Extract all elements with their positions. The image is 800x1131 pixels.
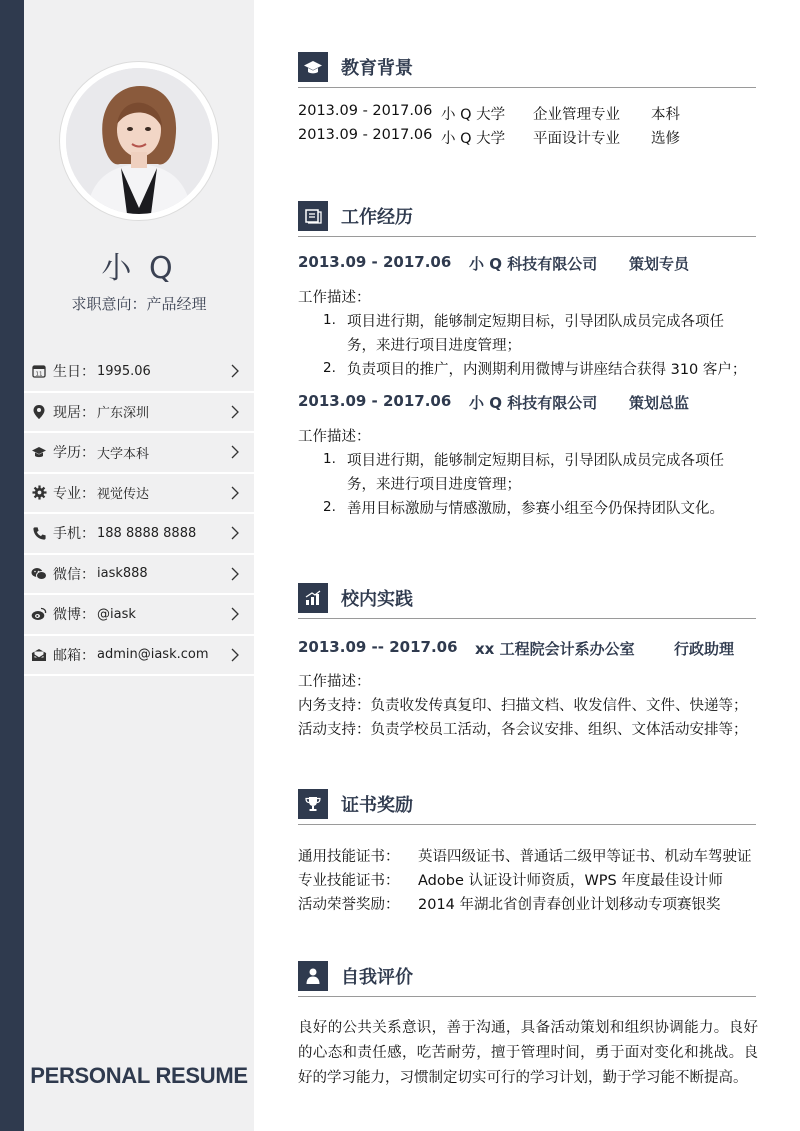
award-value: 英语四级证书、普通话二级甲等证书、机动车驾驶证 xyxy=(418,849,752,865)
info-label: 现居： xyxy=(53,404,95,421)
info-item-wechat[interactable] xyxy=(24,555,254,596)
chevron-right-icon xyxy=(226,403,244,421)
list-item-text: 务，来进行项目进度管理； xyxy=(347,477,521,493)
phone-icon xyxy=(30,524,48,542)
award-label: 专业技能证书： xyxy=(298,873,400,889)
campus-period: 2013.09 -- 2017.06 xyxy=(298,638,458,656)
chevron-right-icon xyxy=(226,443,244,461)
info-item-location[interactable] xyxy=(24,393,254,434)
section-header-self xyxy=(298,961,756,997)
candidate-name: 小 Q xyxy=(101,251,177,286)
edu-major: 平面设计专业 xyxy=(533,131,620,147)
section-title: 教育背景 xyxy=(341,58,413,79)
campus-desc-line: 内务支持：负责收发传真复印、扫描文档、收发信件、文件、快递等； xyxy=(298,698,748,714)
job-position: 策划总监 xyxy=(629,394,690,412)
edu-school: 小 Q 大学 xyxy=(441,131,506,147)
chevron-right-icon xyxy=(226,362,244,380)
edu-major: 企业管理专业 xyxy=(533,107,620,123)
chevron-right-icon xyxy=(226,646,244,664)
job-position: 策划专员 xyxy=(629,255,690,273)
personal-resume-brand: PERSONAL RESUME xyxy=(30,1063,248,1088)
avatar-frame xyxy=(60,62,218,220)
graduation-cap-icon xyxy=(30,443,48,461)
info-value: 大学本科 xyxy=(97,446,150,462)
location-pin-icon xyxy=(30,403,48,421)
section-header-education xyxy=(298,52,756,88)
trophy-icon xyxy=(298,789,328,819)
info-value: 188 8888 8888 xyxy=(97,525,197,541)
section-title: 工作经历 xyxy=(341,207,413,228)
info-value: 视觉传达 xyxy=(97,487,150,503)
award-label: 通用技能证书： xyxy=(298,849,400,865)
avatar xyxy=(66,68,212,214)
graduation-cap-icon xyxy=(298,52,328,82)
section-header-campus xyxy=(298,583,756,619)
list-number: 2. xyxy=(323,499,336,515)
chevron-right-icon xyxy=(226,565,244,583)
section-title: 自我评价 xyxy=(341,967,413,988)
list-number: 1. xyxy=(323,451,336,467)
info-item-weibo[interactable] xyxy=(24,595,254,636)
section-header-awards xyxy=(298,789,756,825)
calendar-icon xyxy=(30,362,48,380)
edu-school: 小 Q 大学 xyxy=(441,107,506,123)
info-value: 1995.06 xyxy=(97,363,151,379)
mail-icon xyxy=(30,646,48,664)
info-label: 邮箱： xyxy=(53,647,95,664)
edu-degree: 选修 xyxy=(651,131,680,147)
job-intent: 求职意向：产品经理 xyxy=(71,295,207,313)
job-period: 2013.09 - 2017.06 xyxy=(298,392,452,410)
info-label: 微信： xyxy=(53,566,95,583)
campus-position: 行政助理 xyxy=(674,640,735,658)
info-item-birthday[interactable] xyxy=(24,352,254,393)
campus-org: xx 工程院会计系办公室 xyxy=(475,640,635,658)
weibo-icon xyxy=(30,605,48,623)
self-evaluation-text: 良好的公共关系意识，善于沟通，具备活动策划和组织协调能力。良好的心态和责任感，吃苦耐劳，擅于管理时间，勇于面对变化和挑战。良好的学习能力，习惯制定切实可行的学习计划，勤于学习能不断提高。 xyxy=(298,1020,758,1086)
info-item-major[interactable] xyxy=(24,474,254,515)
info-value: admin@iask.com xyxy=(97,647,209,663)
book-icon xyxy=(298,201,328,231)
wechat-icon xyxy=(30,565,48,583)
info-label: 手机： xyxy=(53,526,95,543)
person-icon xyxy=(298,961,328,991)
svg-text:11: 11 xyxy=(35,371,43,378)
info-label: 生日： xyxy=(53,364,95,381)
campus-desc-label: 工作描述： xyxy=(298,674,371,690)
info-item-phone[interactable] xyxy=(24,514,254,555)
award-value: Adobe 认证设计师资质，WPS 年度最佳设计师 xyxy=(418,873,723,889)
list-item-text: 项目进行期，能够制定短期目标，引导团队成员完成各项任 xyxy=(347,314,724,330)
chevron-right-icon xyxy=(226,524,244,542)
campus-desc-line: 活动支持：负责学校员工活动，各会议安排、组织、文体活动安排等； xyxy=(298,722,748,738)
chevron-right-icon xyxy=(226,605,244,623)
list-item-text: 务，来进行项目进度管理； xyxy=(347,338,521,354)
award-label: 活动荣誉奖励： xyxy=(298,897,400,913)
left-accent-stripe xyxy=(0,0,24,1131)
portrait-photo xyxy=(66,68,212,214)
edu-degree: 本科 xyxy=(651,107,680,123)
edu-period: 2013.09 - 2017.06 xyxy=(298,127,433,143)
chevron-right-icon xyxy=(226,484,244,502)
info-item-education[interactable] xyxy=(24,433,254,474)
info-label: 学历： xyxy=(53,445,95,462)
list-item-text: 项目进行期，能够制定短期目标，引导团队成员完成各项任 xyxy=(347,453,724,469)
info-value: @iask xyxy=(97,606,136,622)
job-desc-label: 工作描述： xyxy=(298,429,371,445)
edu-period: 2013.09 - 2017.06 xyxy=(298,103,433,119)
list-number: 2. xyxy=(323,360,336,376)
section-header-work xyxy=(298,201,756,237)
contact-info-list xyxy=(24,352,254,676)
section-title: 证书奖励 xyxy=(341,795,413,816)
job-desc-label: 工作描述： xyxy=(298,290,371,306)
list-number: 1. xyxy=(323,312,336,328)
gear-icon xyxy=(30,484,48,502)
job-period: 2013.09 - 2017.06 xyxy=(298,253,452,271)
bar-chart-icon xyxy=(298,583,328,613)
list-item-text: 善用目标激励与情感激励，参赛小组至今仍保持团队文化。 xyxy=(347,501,724,517)
job-company: 小 Q 科技有限公司 xyxy=(469,255,598,273)
info-label: 专业： xyxy=(53,485,95,502)
job-company: 小 Q 科技有限公司 xyxy=(469,394,598,412)
award-value: 2014 年湖北省创青春创业计划移动专项赛银奖 xyxy=(418,897,721,913)
section-title: 校内实践 xyxy=(341,589,413,610)
info-label: 微博： xyxy=(53,607,95,624)
list-item-text: 负责项目的推广，内测期利用微博与讲座结合获得 310 客户； xyxy=(347,362,747,378)
info-value: iask888 xyxy=(97,566,148,582)
info-value: 广东深圳 xyxy=(97,406,150,422)
info-item-email[interactable] xyxy=(24,636,254,677)
